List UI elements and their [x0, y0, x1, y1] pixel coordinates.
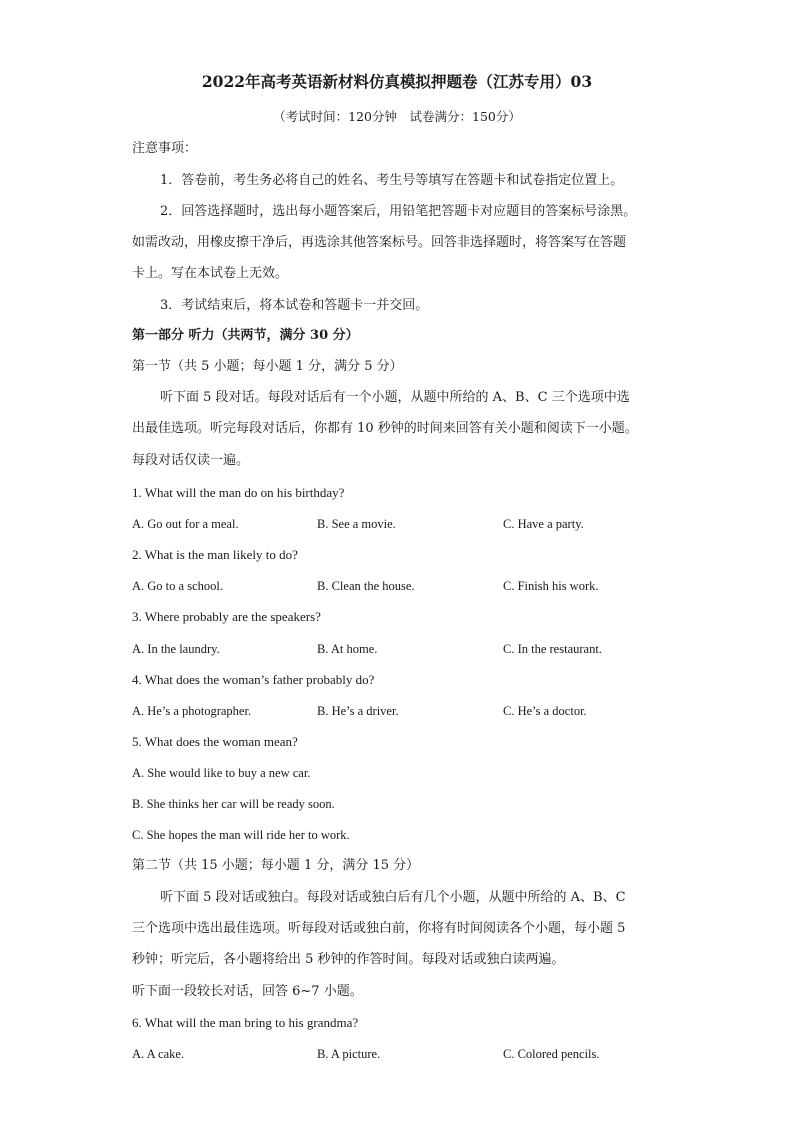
- exam-subtitle: （考试时间：120分钟 试卷满分：150分）: [273, 109, 521, 124]
- question-1-option-b: B. See a movie.: [317, 517, 396, 531]
- question-5-option-a: A. She would like to buy a new car.: [132, 766, 311, 780]
- notice-item-1: 1．答卷前，考生务必将自己的姓名、考生号等填写在答题卡和试卷指定位置上。: [160, 173, 624, 188]
- question-4: 4. What does the woman’s father probably do?: [132, 672, 375, 687]
- section1-heading: 第一节（共 5 小题；每小题 1 分，满分 5 分）: [132, 359, 403, 374]
- section2-instructions-line-1: 听下面 5 段对话或独白。每段对话或独白后有几个小题，从题中所给的 A、B、C: [160, 890, 626, 905]
- question-5: 5. What does the woman mean?: [132, 734, 298, 749]
- section2-heading: 第二节（共 15 小题；每小题 1 分，满分 15 分）: [132, 858, 420, 873]
- question-1-option-c: C. Have a party.: [503, 517, 584, 531]
- section2-subheading: 听下面一段较长对话，回答 6~7 小题。: [132, 984, 363, 999]
- notice-item-2-line-1: 2．回答选择题时，选出每小题答案后，用铅笔把答题卡对应题目的答案标号涂黑。: [160, 204, 637, 219]
- section1-instructions-line-1: 听下面 5 段对话。每段对话后有一个小题，从题中所给的 A、B、C 三个选项中选: [160, 390, 630, 405]
- question-5-option-b: B. She thinks her car will be ready soon.: [132, 797, 335, 811]
- question-2-option-b: B. Clean the house.: [317, 579, 415, 593]
- question-2-option-c: C. Finish his work.: [503, 579, 599, 593]
- section2-instructions-line-3: 秒钟；听完后，各小题将给出 5 秒钟的作答时间。每段对话或独白读两遍。: [132, 952, 565, 967]
- question-4-option-c: C. He’s a doctor.: [503, 704, 587, 718]
- question-1: 1. What will the man do on his birthday?: [132, 485, 345, 500]
- exam-title: 2022年高考英语新材料仿真模拟押题卷（江苏专用）03: [201, 72, 593, 91]
- notice-item-2-line-2: 如需改动，用橡皮擦干净后，再选涂其他答案标号。回答非选择题时，将答案写在答题: [132, 235, 627, 250]
- notice-heading: 注意事项：: [132, 141, 198, 156]
- question-2-option-a: A. Go to a school.: [132, 579, 223, 593]
- notice-item-2-line-3: 卡上。写在本试卷上无效。: [132, 266, 289, 281]
- question-3-option-a: A. In the laundry.: [132, 642, 220, 656]
- question-3-option-c: C. In the restaurant.: [503, 642, 602, 656]
- part1-heading: 第一部分 听力（共两节，满分 30 分）: [132, 328, 359, 343]
- section1-instructions-line-3: 每段对话仅读一遍。: [132, 453, 250, 468]
- question-6: 6. What will the man bring to his grandma?: [132, 1015, 359, 1030]
- question-1-option-a: A. Go out for a meal.: [132, 517, 239, 531]
- question-6-option-c: C. Colored pencils.: [503, 1047, 600, 1061]
- question-3: 3. Where probably are the speakers?: [132, 609, 321, 624]
- question-2: 2. What is the man likely to do?: [132, 547, 298, 562]
- question-4-option-a: A. He’s a photographer.: [132, 704, 252, 718]
- question-5-option-c: C. She hopes the man will ride her to work.: [132, 828, 350, 842]
- notice-item-3: 3．考试结束后，将本试卷和答题卡一并交回。: [160, 298, 429, 313]
- question-6-option-b: B. A picture.: [317, 1047, 381, 1061]
- question-3-option-b: B. At home.: [317, 642, 378, 656]
- question-6-option-a: A. A cake.: [132, 1047, 185, 1061]
- section1-instructions-line-2: 出最佳选项。听完每段对话后，你都有 10 秒钟的时间来回答有关小题和阅读下一小题。: [132, 421, 638, 436]
- question-4-option-b: B. He’s a driver.: [317, 704, 399, 718]
- section2-instructions-line-2: 三个选项中选出最佳选项。听每段对话或独白前，你将有时间阅读各个小题，每小题 5: [132, 921, 626, 936]
